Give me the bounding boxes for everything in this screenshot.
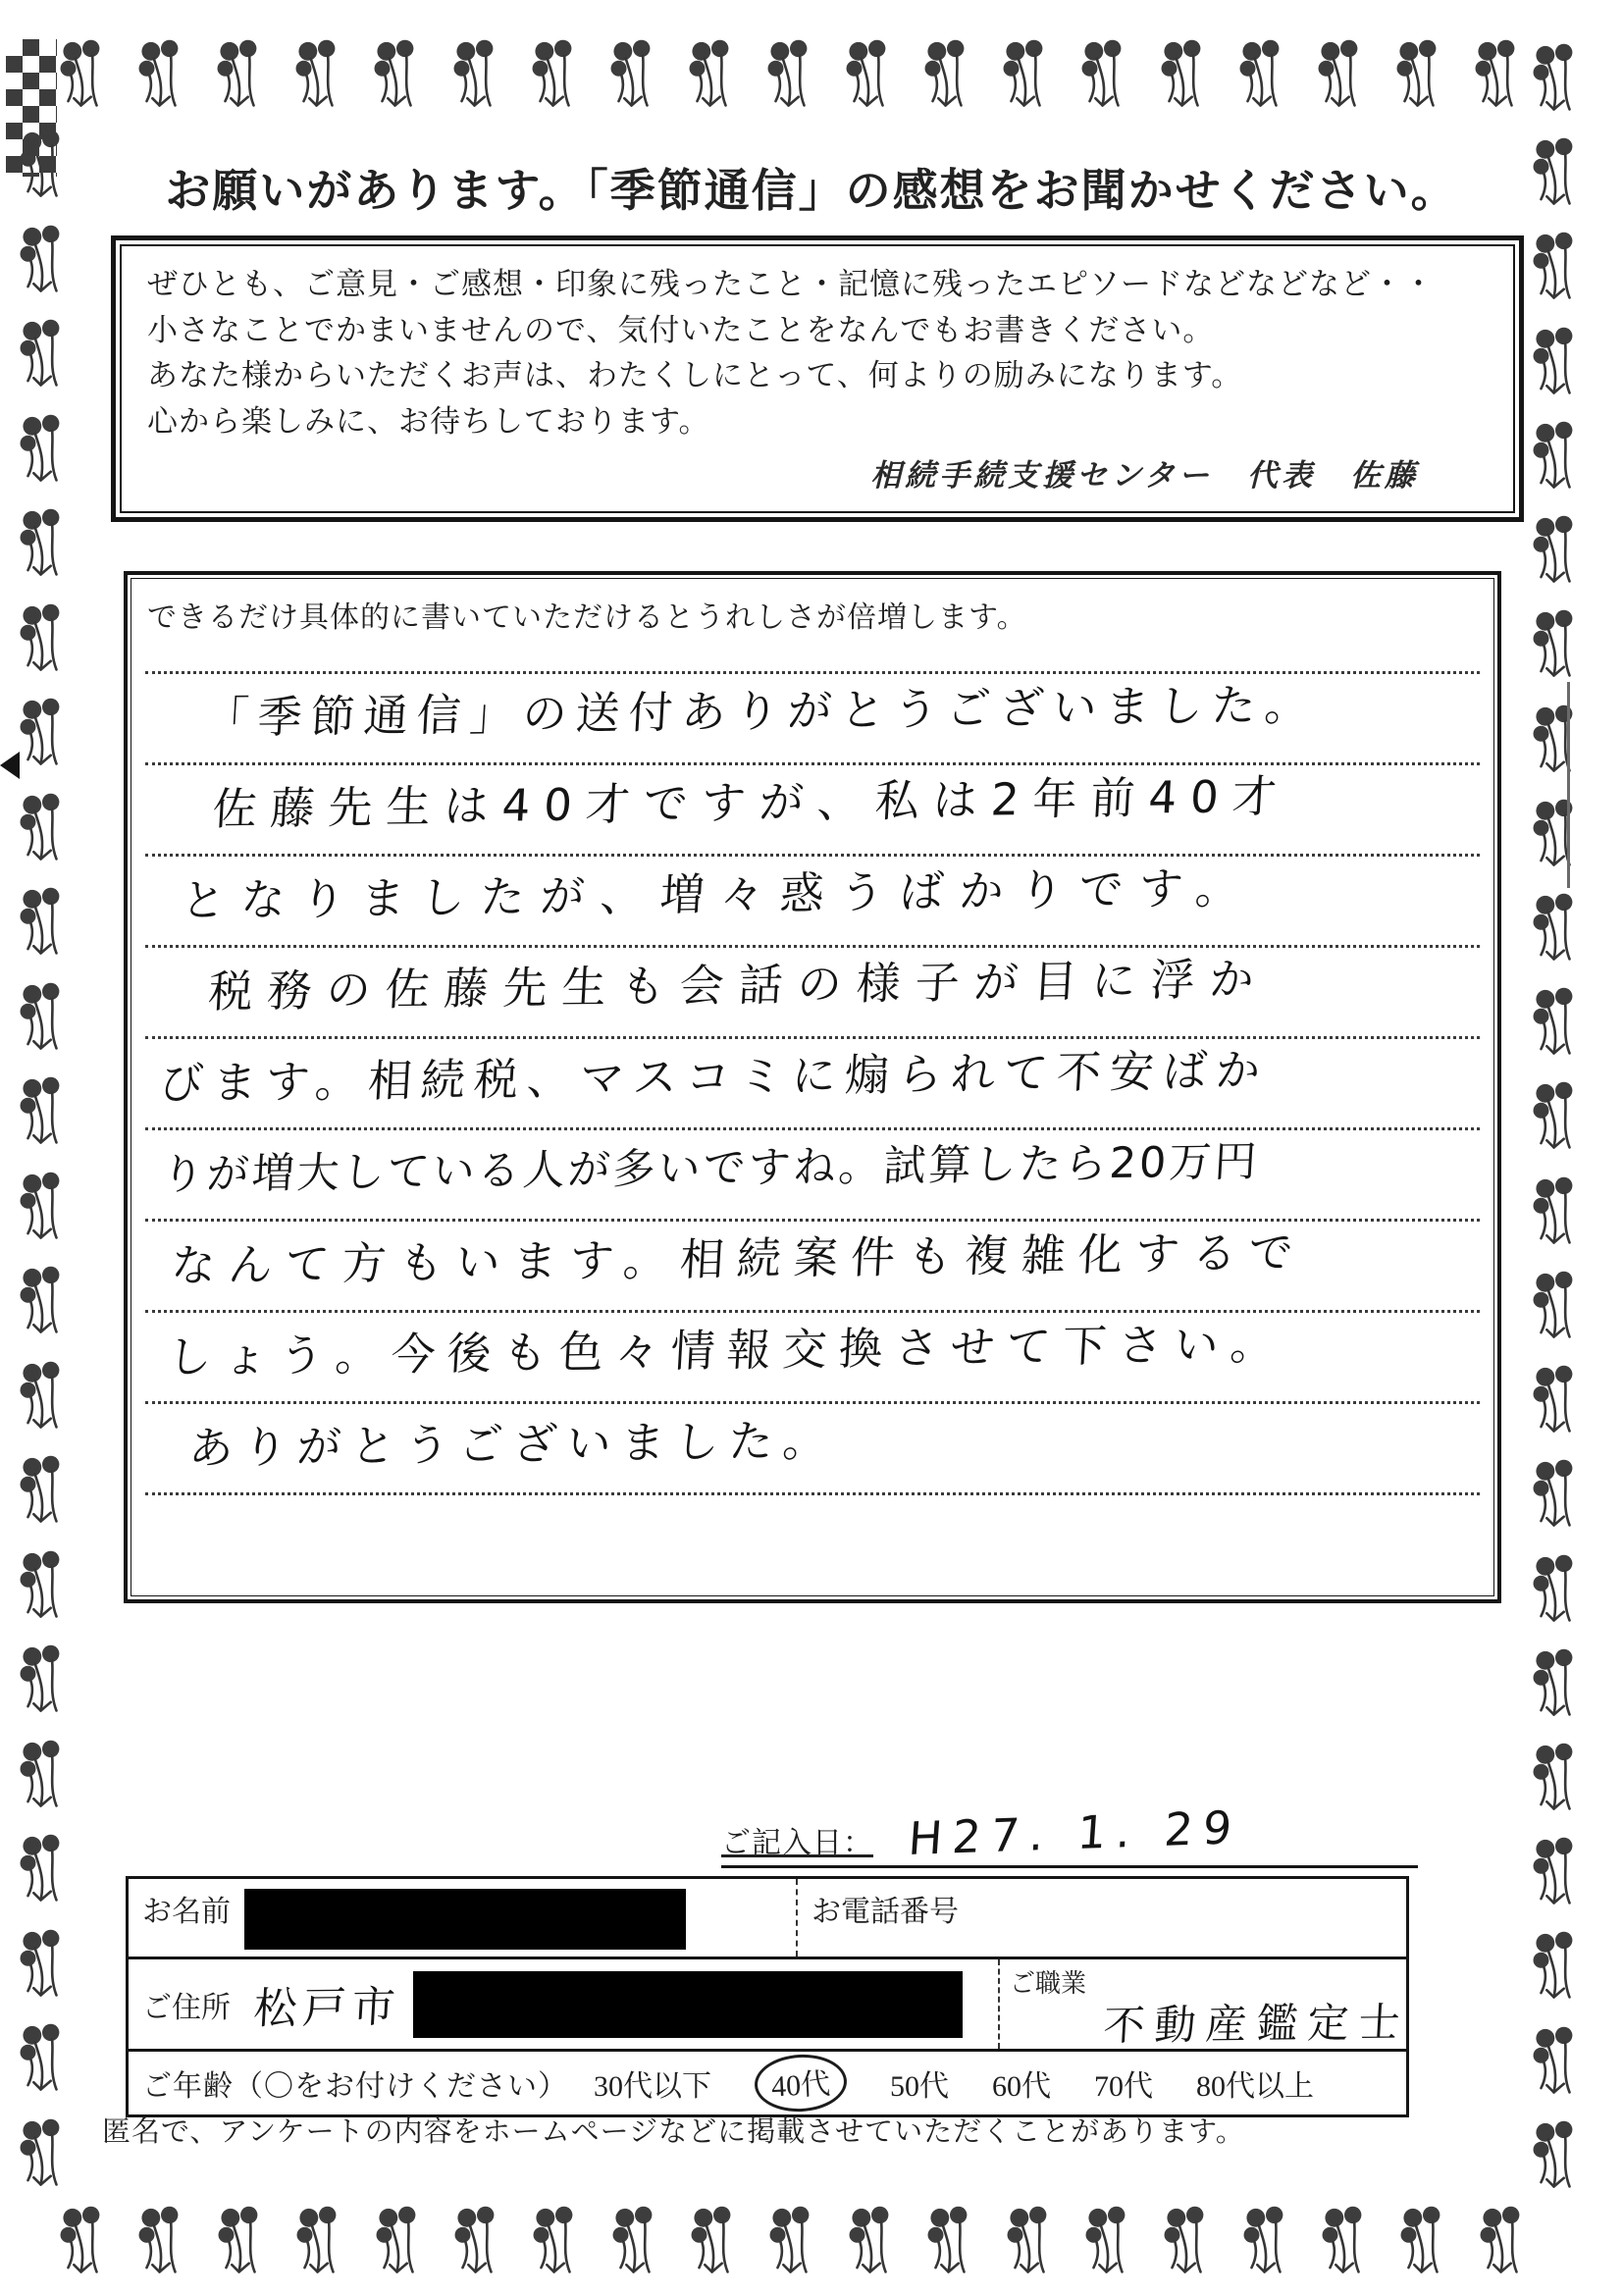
cherry-icon xyxy=(14,1264,71,1340)
phone-label: お電話番号 xyxy=(812,1896,959,1928)
cherry-icon xyxy=(1527,1363,1584,1439)
ruled-writing-area xyxy=(145,671,1480,1495)
cherry-icon xyxy=(14,601,71,678)
handwritten-text: 佐藤先生は40才ですが、私は2年前40才 xyxy=(211,769,1292,836)
address-cell xyxy=(129,1959,1000,2049)
occupation-cell xyxy=(1000,1959,1411,2050)
cherry-icon xyxy=(1527,2024,1584,2101)
feedback-box xyxy=(124,571,1501,1603)
phone-cell xyxy=(798,1879,1406,1957)
request-line: 小さなことでかまいませんので、気付いたことをなんでもお書きください。 xyxy=(147,312,1215,347)
cherry-icon xyxy=(1527,513,1584,590)
request-line: 心から楽しみに、お待ちしております。 xyxy=(147,403,710,439)
cherry-icon xyxy=(370,2204,427,2280)
cherry-icon xyxy=(527,2204,584,2280)
respondent-form-table xyxy=(126,1876,1409,2117)
handwritten-text: 「季節通信」の送付ありがとうございました。 xyxy=(203,678,1320,745)
cherry-icon xyxy=(1527,2118,1584,2195)
cherry-icon xyxy=(1527,41,1584,118)
cherry-icon xyxy=(1390,37,1447,114)
cherry-icon xyxy=(54,37,111,114)
cherry-icon xyxy=(1527,1929,1584,2006)
cherry-icon xyxy=(1527,1835,1584,1911)
cherry-icon xyxy=(1527,1269,1584,1345)
cherry-icon xyxy=(14,696,71,772)
cherry-icon xyxy=(1527,797,1584,873)
cherry-icon xyxy=(1079,2204,1136,2280)
name-cell xyxy=(129,1879,798,1957)
cherry-icon xyxy=(921,2204,978,2280)
handwritten-text: なんて方もいます。相続案件も複雑化するで xyxy=(170,1226,1308,1292)
decorative-border-right xyxy=(1527,41,1611,2195)
cherry-icon xyxy=(14,791,71,867)
cherry-icon xyxy=(1527,1741,1584,1817)
table-row xyxy=(129,1879,1406,1959)
cherry-icon xyxy=(1527,703,1584,779)
cherry-icon xyxy=(1237,2204,1294,2280)
occupation-handwritten-value: 不動産鑑定士 xyxy=(1102,1998,1411,2050)
age-option-60s: 60代 xyxy=(992,2070,1051,2103)
cherry-icon xyxy=(14,223,71,299)
cherry-icon xyxy=(212,2204,269,2280)
cherry-icon xyxy=(14,317,71,393)
request-box-inner xyxy=(120,244,1515,513)
feedback-box-header: できるだけ具体的に書いていただけるとうれしさが倍増します。 xyxy=(147,601,1027,634)
cherry-icon xyxy=(289,37,346,114)
request-line: ぜひとも、ご意見・ご感想・印象に残ったこと・記憶に残ったエピソードなどなどなど・・ xyxy=(147,267,1435,301)
age-option-70s: 70代 xyxy=(1094,2070,1153,2103)
cherry-icon xyxy=(1394,2204,1451,2280)
decorative-border-left xyxy=(14,128,98,2193)
handwriting-line xyxy=(145,1404,1480,1495)
address-label: ご住所 xyxy=(142,1991,231,2024)
cherry-icon xyxy=(685,2204,742,2280)
name-label: お名前 xyxy=(142,1896,231,1928)
cherry-icon xyxy=(211,37,268,114)
handwritten-text: しょう。今後も色々情報交換させて下さい。 xyxy=(166,1317,1288,1383)
cherry-icon xyxy=(290,2204,347,2280)
cherry-icon xyxy=(14,506,71,583)
cherry-icon xyxy=(761,37,818,114)
decorative-border-top xyxy=(54,37,1526,122)
scan-artifact-line xyxy=(1567,682,1570,888)
cherry-icon xyxy=(1312,37,1369,114)
cherry-icon xyxy=(1527,325,1584,401)
redaction-box xyxy=(413,1971,963,2038)
cherry-icon xyxy=(1316,2204,1373,2280)
cherry-icon xyxy=(14,412,71,489)
age-option-80s-over: 80代以上 xyxy=(1196,2070,1314,2103)
address-handwritten-value: 松戸市 xyxy=(252,1981,403,2034)
redaction-box xyxy=(244,1889,686,1950)
cherry-icon xyxy=(14,1643,71,1719)
table-row xyxy=(129,2052,1406,2114)
cherry-icon xyxy=(132,2204,189,2280)
cherry-icon xyxy=(1233,37,1290,114)
cherry-icon xyxy=(1527,891,1584,967)
entry-date-label: ご記入日： xyxy=(721,1827,873,1859)
cherry-icon xyxy=(1001,2204,1058,2280)
handwritten-text: びます。相続税、マスコミに煽られて不安ばか xyxy=(158,1043,1271,1110)
cherry-icon xyxy=(918,37,975,114)
cherry-icon xyxy=(368,37,425,114)
cherry-icon xyxy=(1527,1457,1584,1534)
cherry-icon xyxy=(1527,1174,1584,1251)
request-box xyxy=(111,235,1524,522)
entry-date-row xyxy=(721,1800,1418,1868)
cherry-icon xyxy=(448,2204,505,2280)
footer-note: 匿名で、アンケートの内容をホームページなどに掲載させていただくことがあります。 xyxy=(102,2116,1245,2148)
entry-date-value: H27. 1. 29 xyxy=(907,1800,1244,1865)
cherry-icon xyxy=(1527,1646,1584,1723)
cherry-icon xyxy=(14,1170,71,1246)
age-options xyxy=(594,2055,1314,2112)
handwritten-text: りが増大している人が多いですね。試算したら20万円 xyxy=(160,1137,1261,1200)
age-option-30s-under: 30代以下 xyxy=(594,2070,711,2103)
cherry-icon xyxy=(997,37,1054,114)
cherry-icon xyxy=(1527,1552,1584,1629)
handwritten-text: 税務の佐藤先生も会話の様子が目に浮か xyxy=(207,952,1271,1018)
cherry-icon xyxy=(14,980,71,1057)
cherry-icon xyxy=(14,885,71,962)
cherry-icon xyxy=(447,37,504,114)
cherry-icon xyxy=(843,2204,900,2280)
cherry-icon xyxy=(683,37,740,114)
cherry-icon xyxy=(1155,37,1212,114)
cherry-icon xyxy=(606,2204,663,2280)
cherry-icon xyxy=(132,37,189,114)
handwritten-text: ありがとうございました。 xyxy=(187,1414,839,1475)
cherry-icon xyxy=(14,1453,71,1530)
cherry-icon xyxy=(1527,985,1584,1062)
table-row xyxy=(129,1959,1411,2052)
cherry-icon xyxy=(1527,607,1584,684)
scan-artifact-arrow xyxy=(0,752,20,779)
request-line: あなた様からいただくお声は、わたくしにとって、何よりの励みになります。 xyxy=(147,358,1243,392)
cherry-icon xyxy=(14,1927,71,2004)
cherry-icon xyxy=(14,1359,71,1435)
page-title: お願いがあります。「季節通信」の感想をお聞かせください。 xyxy=(165,165,1458,216)
cherry-icon xyxy=(1075,37,1132,114)
cherry-icon xyxy=(1527,419,1584,496)
cherry-icon xyxy=(1469,37,1526,114)
cherry-icon xyxy=(1527,230,1584,306)
cherry-icon xyxy=(14,1832,71,1908)
cherry-icon xyxy=(14,1738,71,1814)
age-label: ご年齢（〇をお付けください） xyxy=(142,2070,568,2103)
cherry-icon xyxy=(840,37,897,114)
cherry-icon xyxy=(14,2116,71,2193)
cherry-icon xyxy=(14,2021,71,2098)
cherry-icon xyxy=(1474,2204,1531,2280)
decorative-border-bottom xyxy=(54,2204,1531,2288)
feedback-box-inner xyxy=(131,578,1494,1596)
handwritten-text: となりましたが、増々惑うばかりです。 xyxy=(180,861,1257,927)
cherry-icon xyxy=(1158,2204,1215,2280)
cherry-icon xyxy=(14,1074,71,1151)
age-option-50s: 50代 xyxy=(890,2070,949,2103)
age-option-40s-circled: 40代 xyxy=(754,2053,849,2114)
cherry-icon xyxy=(14,1548,71,1625)
occupation-label: ご職業 xyxy=(1010,1969,1087,1998)
cherry-icon xyxy=(604,37,661,114)
sender-signature: 相続手続支援センター 代表 佐藤 xyxy=(870,458,1419,493)
cherry-icon xyxy=(54,2204,111,2280)
cherry-icon xyxy=(526,37,583,114)
cherry-icon xyxy=(1527,1079,1584,1156)
cherry-icon xyxy=(763,2204,820,2280)
